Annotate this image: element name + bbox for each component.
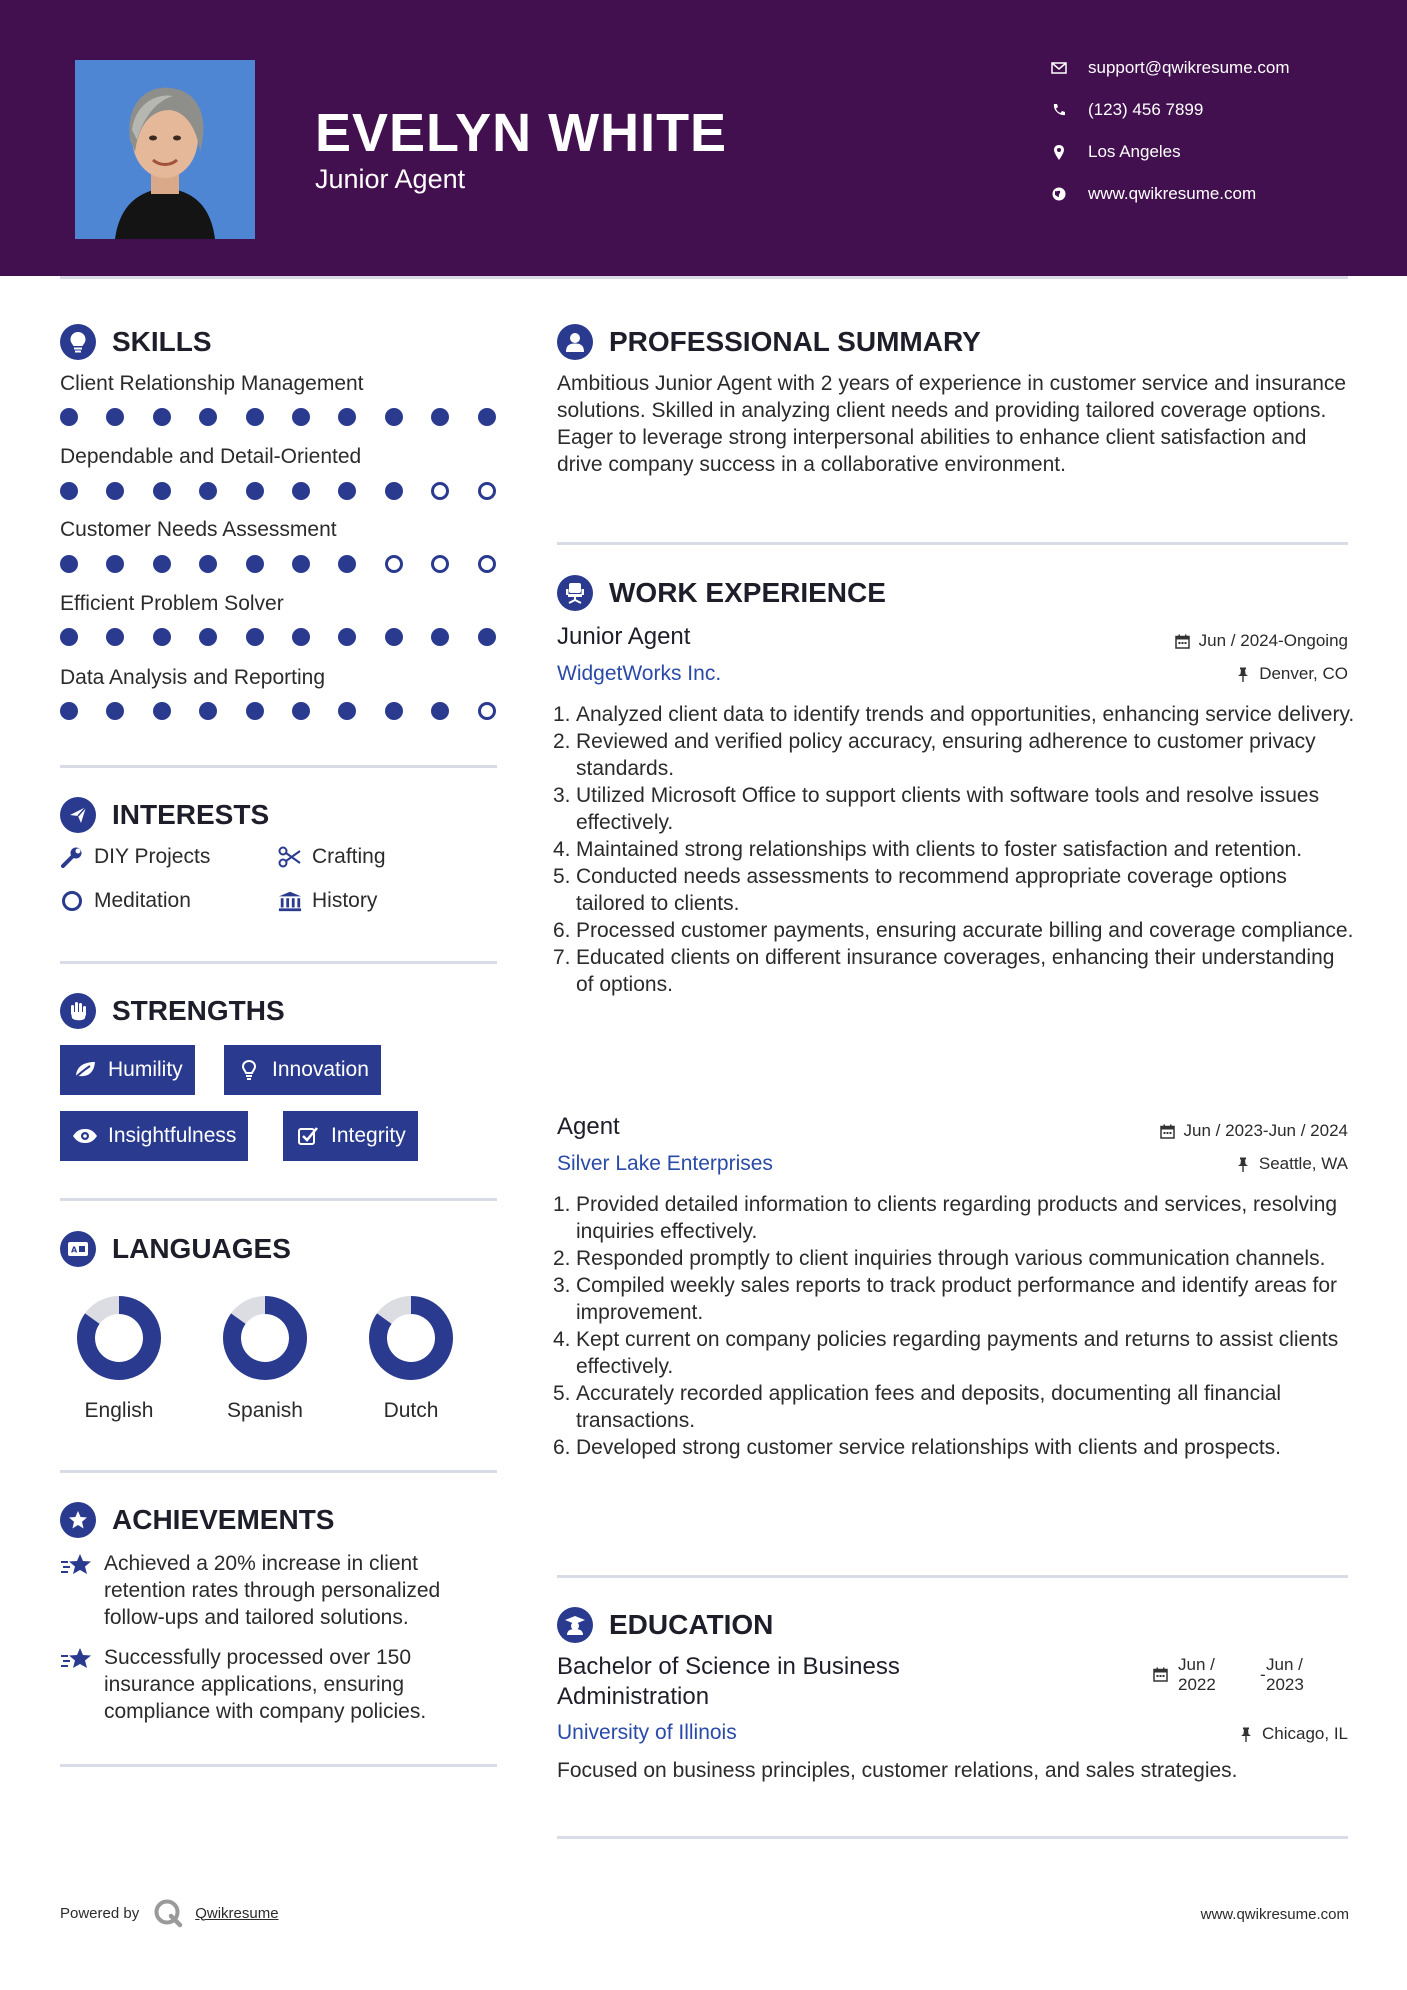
resume-header [0, 0, 1407, 276]
list-item: 2. Responded promptly to client inquiries through various communication channels. [553, 1247, 1326, 1270]
list-item: 4. Kept current on company policies regarding payments and returns to assist clients effectively. [553, 1328, 1339, 1378]
job-location: Denver, CO [1235, 664, 1348, 684]
rating-dot-filled [153, 555, 171, 573]
rating-dot-filled [338, 408, 356, 426]
strengths-heading: STRENGTHS [60, 993, 285, 1029]
strength-tag: Insightfulness [60, 1111, 248, 1161]
rating-dot-filled [292, 702, 310, 720]
contact-email[interactable]: support@qwikresume.com [1050, 58, 1370, 78]
education-start-date: Jun / 2022 [1178, 1655, 1216, 1694]
rating-dot-filled [106, 628, 124, 646]
language-name: Spanish [227, 1399, 303, 1422]
achievement-item: Achieved a 20% increase in client retention rates through personalized follow-ups and tailored solutions. [60, 1550, 500, 1631]
rating-dot-filled [199, 482, 217, 500]
phone-icon [1050, 101, 1068, 119]
job-bullets [553, 701, 1357, 998]
leaf-icon [72, 1057, 98, 1083]
list-item: 3. Compiled weekly sales reports to track product performance and identify areas for improvement. [553, 1274, 1338, 1324]
rating-dot-filled [246, 482, 264, 500]
strength-tag: Innovation [224, 1045, 381, 1095]
rating-dot-empty [431, 482, 449, 500]
language-donut [74, 1293, 164, 1383]
rating-dot-filled [153, 628, 171, 646]
rating-dot-filled [431, 628, 449, 646]
education-location: Chicago, IL [1238, 1724, 1348, 1744]
job-location: Seattle, WA [1235, 1154, 1348, 1174]
language-name: English [84, 1399, 154, 1422]
interests-heading: INTERESTS [60, 797, 269, 833]
interest-item: Meditation [60, 889, 191, 913]
rating-dot-filled [153, 702, 171, 720]
section-divider [60, 1470, 497, 1473]
svg-text:A: A [71, 1245, 78, 1255]
rating-dot-filled [292, 555, 310, 573]
museum-icon [278, 889, 302, 913]
list-item: 1. Analyzed client data to identify trends and opportunities, enhancing service delivery. [553, 703, 1355, 726]
school-name: University of Illinois [557, 1721, 737, 1744]
strength-tag: Humility [60, 1045, 195, 1095]
language-name: Dutch [383, 1399, 439, 1422]
list-item: 6. Developed strong customer service relationships with clients and prospects. [553, 1436, 1282, 1459]
rating-dot-filled [199, 555, 217, 573]
language-item [54, 1293, 184, 1423]
rating-dot-filled [385, 408, 403, 426]
graduate-icon [557, 1607, 593, 1643]
rating-dot-filled [60, 408, 78, 426]
map-pin-icon [1050, 143, 1068, 161]
list-item: 6. Processed customer payments, ensuring accurate billing and coverage compliance. [553, 919, 1354, 942]
list-item: 7. Educated clients on different insurance coverages, enhancing their understanding of options. [553, 946, 1335, 996]
pushpin-icon [1235, 1156, 1251, 1172]
header-divider [60, 276, 1348, 279]
footer-website-link[interactable]: www.qwikresume.com [1200, 1906, 1349, 1923]
language-icon [60, 1231, 96, 1267]
rating-dot-filled [246, 628, 264, 646]
skill-rating [60, 482, 500, 502]
rating-dot-empty [478, 702, 496, 720]
skills-heading: SKILLS [60, 324, 212, 360]
circle-icon [60, 889, 84, 913]
rating-dot-filled [292, 482, 310, 500]
section-divider [60, 1764, 497, 1767]
list-item: 4. Maintained strong relationships with clients to foster satisfaction and retention. [553, 838, 1303, 861]
shooting-star-icon [60, 1646, 94, 1677]
language-donut [366, 1293, 456, 1383]
eye-icon [72, 1123, 98, 1149]
footer-powered-by: Powered by Qwikresume [60, 1898, 279, 1928]
job-title: Junior Agent [557, 623, 691, 650]
rating-dot-filled [292, 408, 310, 426]
rating-dot-filled [292, 628, 310, 646]
rating-dot-filled [338, 628, 356, 646]
rating-dot-filled [199, 702, 217, 720]
paper-plane-icon [60, 797, 96, 833]
rating-dot-filled [246, 702, 264, 720]
skill-rating [60, 702, 500, 722]
job-title: Agent [557, 1113, 620, 1140]
user-icon [557, 324, 593, 360]
lightbulb-icon [236, 1057, 262, 1083]
skill-name: Data Analysis and Reporting [60, 666, 325, 689]
list-item: 5. Conducted needs assessments to recommend appropriate coverage options tailored to clients. [553, 865, 1287, 915]
summary-heading: PROFESSIONAL SUMMARY [557, 324, 981, 360]
list-item: 2. Reviewed and verified policy accuracy, ensuring adherence to customer privacy standards. [553, 730, 1316, 780]
rating-dot-filled [153, 408, 171, 426]
rating-dot-filled [338, 555, 356, 573]
rating-dot-filled [60, 628, 78, 646]
skill-name: Efficient Problem Solver [60, 592, 284, 615]
checkbox-icon [295, 1123, 321, 1149]
contact-website[interactable]: www.qwikresume.com [1050, 184, 1370, 204]
rating-dot-filled [385, 482, 403, 500]
language-donut [220, 1293, 310, 1383]
skill-rating [60, 555, 500, 575]
summary-text: Ambitious Junior Agent with 2 years of experience in customer service and insurance solutions. Skilled in analyzing client needs and providing tailored coverage options. Eager to leverage strong interpersonal abilities to enhance client satisfaction and drive company success in a collaborative environment. [557, 372, 1347, 476]
qwikresume-logo-icon [153, 1898, 183, 1928]
rating-dot-filled [106, 702, 124, 720]
job-date: Jun / 2023-Jun / 2024 [1160, 1121, 1348, 1141]
star-badge-icon [60, 1502, 96, 1538]
section-divider [60, 1198, 497, 1201]
experience-heading: WORK EXPERIENCE [557, 575, 886, 611]
shooting-star-icon [60, 1552, 94, 1583]
globe-icon [1050, 185, 1068, 203]
office-chair-icon [557, 575, 593, 611]
skill-name: Customer Needs Assessment [60, 518, 337, 541]
rating-dot-filled [431, 702, 449, 720]
scissors-icon [278, 845, 302, 869]
list-item: 1. Provided detailed information to clients regarding products and services, resolving inquiries effectively. [553, 1193, 1338, 1243]
skill-name: Client Relationship Management [60, 372, 364, 395]
rating-dot-filled [478, 628, 496, 646]
rating-dot-filled [60, 555, 78, 573]
job-company: WidgetWorks Inc. [557, 662, 722, 685]
calendar-icon [1153, 1667, 1169, 1683]
job-company: Silver Lake Enterprises [557, 1152, 773, 1175]
candidate-role: Junior Agent [315, 164, 466, 194]
rating-dot-empty [478, 555, 496, 573]
rating-dot-filled [478, 408, 496, 426]
strength-tag: Integrity [283, 1111, 418, 1161]
section-divider [60, 765, 497, 768]
section-divider [60, 961, 497, 964]
achievements-heading: ACHIEVEMENTS [60, 1502, 334, 1538]
envelope-icon [1050, 59, 1068, 77]
job-date: Jun / 2024-Ongoing [1175, 631, 1348, 651]
rating-dot-filled [199, 628, 217, 646]
rating-dot-empty [478, 482, 496, 500]
skill-rating [60, 408, 500, 428]
job-bullets [553, 1191, 1357, 1461]
rating-dot-empty [385, 555, 403, 573]
section-divider [557, 542, 1348, 545]
rating-dot-filled [385, 628, 403, 646]
skill-name: Dependable and Detail-Oriented [60, 445, 362, 468]
interest-item: DIY Projects [60, 845, 210, 869]
rating-dot-filled [385, 702, 403, 720]
section-divider [557, 1575, 1348, 1578]
rating-dot-filled [60, 702, 78, 720]
lightbulb-icon [60, 324, 96, 360]
section-divider [557, 1836, 1348, 1839]
rating-dot-filled [106, 482, 124, 500]
education-heading: EDUCATION [557, 1607, 773, 1643]
qwikresume-link[interactable]: Qwikresume [195, 1904, 279, 1922]
rating-dot-filled [246, 555, 264, 573]
education-end-date: Jun / 2023 [1266, 1655, 1304, 1694]
wrench-icon [60, 845, 84, 869]
rating-dot-filled [106, 408, 124, 426]
rating-dot-filled [199, 408, 217, 426]
rating-dot-filled [246, 408, 264, 426]
rating-dot-filled [431, 408, 449, 426]
pushpin-icon [1235, 666, 1251, 682]
pushpin-icon [1238, 1726, 1254, 1742]
contact-location: Los Angeles [1050, 142, 1370, 162]
rating-dot-empty [431, 555, 449, 573]
languages-heading: A LANGUAGES [60, 1231, 291, 1267]
list-item: 3. Utilized Microsoft Office to support clients with software tools and resolve issues effectively. [553, 784, 1320, 834]
raised-hand-icon [60, 993, 96, 1029]
rating-dot-filled [60, 482, 78, 500]
profile-photo [75, 60, 255, 239]
education-date-separator: - [1260, 1665, 1266, 1684]
list-item: 5. Accurately recorded application fees and deposits, documenting all financial transactions. [553, 1382, 1282, 1432]
education-description: Focused on business principles, customer relations, and sales strategies. [557, 1759, 1238, 1782]
rating-dot-filled [106, 555, 124, 573]
language-item [200, 1293, 330, 1423]
rating-dot-filled [338, 702, 356, 720]
language-item [346, 1293, 476, 1423]
achievement-item: Successfully processed over 150 insurance applications, ensuring compliance with company policies. [60, 1644, 500, 1725]
calendar-icon [1175, 633, 1191, 649]
interest-item: Crafting [278, 845, 386, 869]
calendar-icon [1160, 1123, 1176, 1139]
candidate-name: EVELYN WHITE [315, 103, 728, 163]
skill-rating [60, 628, 500, 648]
rating-dot-filled [338, 482, 356, 500]
contact-phone[interactable]: (123) 456 7899 [1050, 100, 1370, 120]
degree-title: Bachelor of Science in Business Administration [557, 1653, 900, 1710]
rating-dot-filled [153, 482, 171, 500]
interest-item: History [278, 889, 377, 913]
